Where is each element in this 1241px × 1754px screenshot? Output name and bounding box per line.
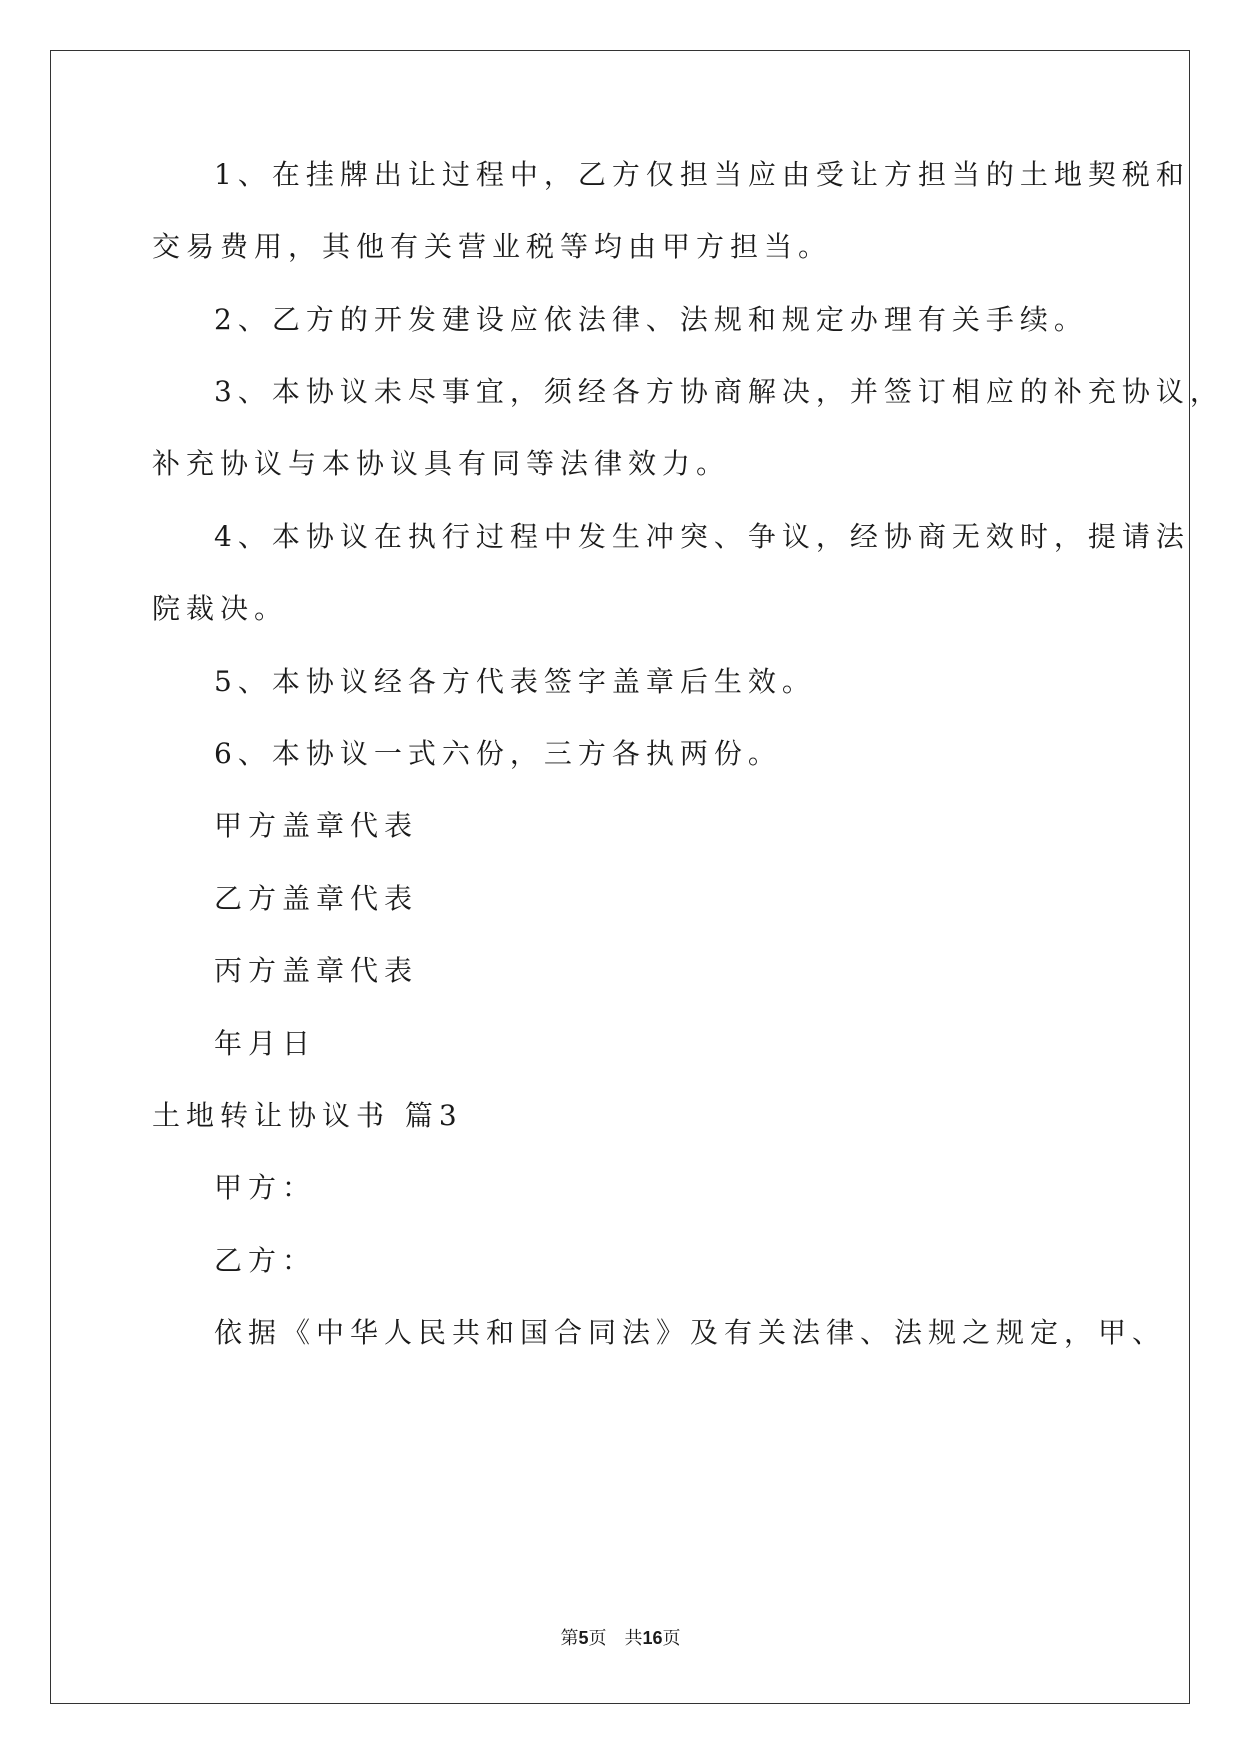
total-page-number: 16 — [642, 1628, 663, 1648]
paragraph-2: 2、乙方的开发建设应依法律、法规和规定办理有关手续。 — [214, 303, 1088, 336]
footer-suffix: 页 — [662, 1628, 681, 1648]
footer-mid: 页 共 — [588, 1628, 643, 1648]
paragraph-4-line-2: 院裁决。 — [152, 592, 289, 625]
footer-prefix: 第 — [560, 1628, 579, 1648]
page-border — [50, 50, 1190, 1704]
paragraph-3-line-1: 3、本协议未尽事宜，须经各方协商解决，并签订相应的补充协议， — [214, 375, 1224, 408]
section-heading: 土地转让协议书 篇3 — [152, 1099, 463, 1132]
paragraph-4-line-1: 4、本协议在执行过程中发生冲突、争议，经协商无效时，提请法 — [214, 520, 1190, 553]
paragraph-1-line-1: 1、在挂牌出让过程中，乙方仅担当应由受让方担当的土地契税和 — [214, 158, 1190, 191]
party-a-seal: 甲方盖章代表 — [214, 809, 419, 842]
paragraph-basis: 依据《中华人民共和国合同法》及有关法律、法规之规定，甲、 — [214, 1316, 1167, 1349]
date-line: 年月日 — [214, 1027, 317, 1060]
paragraph-3-line-2: 补充协议与本协议具有同等法律效力。 — [152, 447, 731, 480]
page-footer — [0, 1624, 1241, 1650]
party-b-seal: 乙方盖章代表 — [214, 882, 419, 915]
paragraph-5: 5、本协议经各方代表签字盖章后生效。 — [214, 665, 816, 698]
party-a-label: 甲方： — [214, 1171, 317, 1204]
party-b-label: 乙方： — [214, 1244, 317, 1277]
paragraph-1-line-2: 交易费用，其他有关营业税等均由甲方担当。 — [152, 230, 833, 263]
party-c-seal: 丙方盖章代表 — [214, 954, 419, 987]
current-page-number: 5 — [578, 1628, 589, 1648]
paragraph-6: 6、本协议一式六份，三方各执两份。 — [214, 737, 782, 770]
